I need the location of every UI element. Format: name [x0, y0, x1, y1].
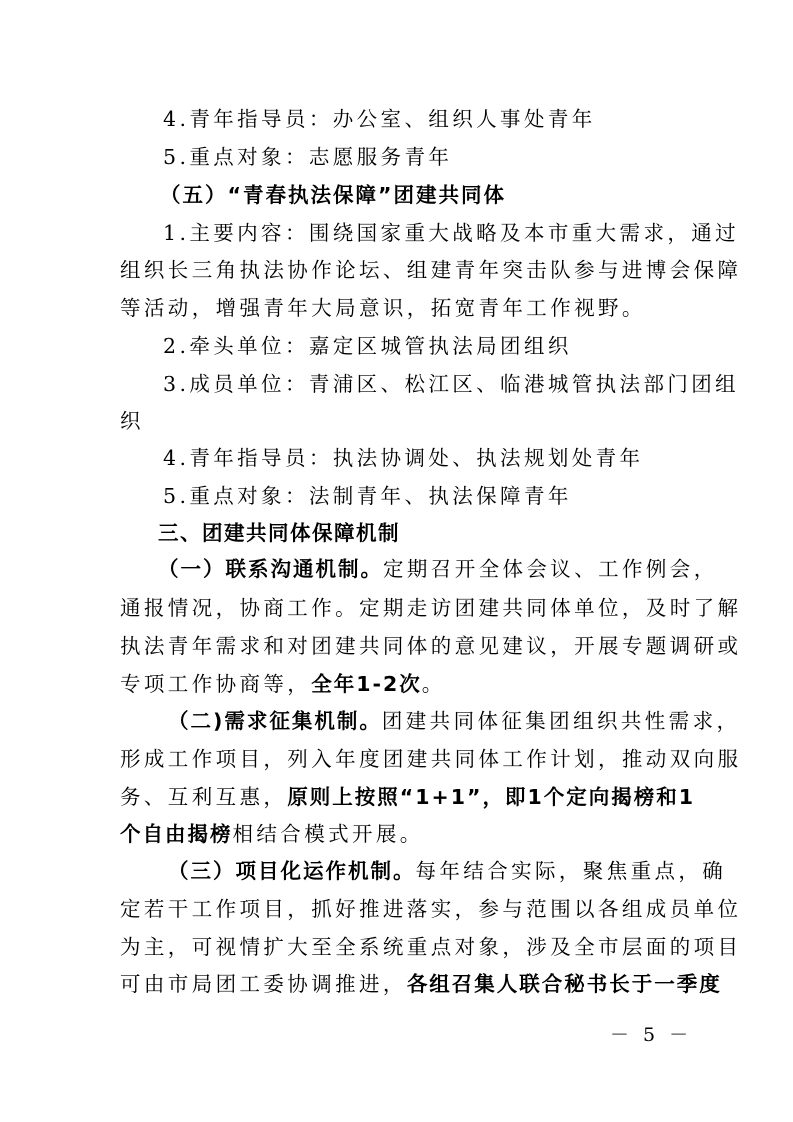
text-line: [163, 446, 643, 470]
bold-text: 各组召集人联合秘书长于一季度: [406, 972, 722, 996]
body-text: 可由市局团工委协调推进，: [120, 972, 407, 996]
text-line: [160, 183, 506, 207]
text-line: [163, 145, 452, 169]
body-text: 为主，可视情扩大至全系统重点对象，涉及全市层面的项目: [120, 935, 742, 959]
text-line: [120, 935, 741, 959]
body-text: 相结合模式开展。: [232, 822, 424, 846]
text-line: [120, 972, 722, 996]
text-line: [120, 822, 424, 846]
text-line: [120, 785, 695, 809]
body-text: 织: [120, 409, 144, 433]
bold-text: （一）联系沟通机制。: [158, 557, 383, 581]
body-text: 1.主要内容：围绕国家重大战略及本市重大需求，通过: [163, 221, 740, 245]
body-text: 每年结合实际，聚焦重点，确: [415, 859, 727, 883]
bold-text: 三、团建共同体保障机制: [158, 521, 400, 545]
body-text: 定若干工作项目，抓好推进落实，参与范围以各组成员单位: [120, 897, 742, 921]
text-line: [120, 897, 741, 921]
text-line: [163, 334, 572, 358]
body-text: 务、互利互惠，: [120, 785, 288, 809]
text-line: [163, 107, 596, 131]
text-line: [120, 258, 741, 282]
bold-text: （三）项目化运作机制。: [168, 859, 416, 883]
body-text: 通报情况，协商工作。定期走访团建共同体单位，及时了解: [120, 596, 742, 620]
body-text: 形成工作项目，列入年度团建共同体工作计划，推动双向服: [120, 747, 742, 771]
text-line: [120, 672, 446, 696]
text-line: [168, 709, 740, 733]
body-text: 专项工作协商等，: [120, 672, 312, 696]
bold-text: （二)需求征集机制。: [168, 709, 382, 733]
text-line: [120, 596, 741, 620]
bold-text: 原则上按照“1+1”，即1个定向揭榜和1: [287, 785, 695, 809]
text-line: [158, 521, 400, 545]
body-text: 5.重点对象：法制青年、执法保障青年: [163, 484, 572, 508]
body-text: 执法青年需求和对团建共同体的意见建议，开展专题调研或: [120, 634, 742, 658]
text-line: [120, 296, 646, 320]
page-number: － 5 －: [610, 1024, 693, 1046]
text-line: [120, 409, 144, 433]
body-text: 团建共同体征集团组织共性需求，: [381, 709, 741, 733]
body-text: 4.青年指导员：办公室、组织人事处青年: [163, 107, 596, 131]
body-text: 定期召开全体会议、工作例会，: [383, 557, 718, 581]
text-line: [163, 372, 739, 396]
text-line: [120, 747, 741, 771]
text-line: [163, 221, 739, 245]
text-line: [158, 557, 718, 581]
text-line: [120, 634, 741, 658]
bold-text: （五）“青春执法保障”团建共同体: [160, 183, 506, 207]
body-text: 2.牵头单位：嘉定区城管执法局团组织: [163, 334, 572, 358]
text-line: [168, 859, 726, 883]
body-text: 组织长三角执法协作论坛、组建青年突击队参与进博会保障: [120, 258, 742, 282]
text-line: [163, 484, 572, 508]
bold-text: 全年1-2次: [311, 672, 422, 696]
body-text: 4.青年指导员：执法协调处、执法规划处青年: [163, 446, 644, 470]
body-text: 5.重点对象：志愿服务青年: [163, 145, 453, 169]
body-text: 3.成员单位：青浦区、松江区、临港城管执法部门团组: [163, 372, 740, 396]
body-text: 。: [421, 672, 446, 696]
bold-text: 个自由揭榜: [120, 822, 233, 846]
body-text: 等活动，增强青年大局意识，拓宽青年工作视野。: [120, 296, 646, 320]
